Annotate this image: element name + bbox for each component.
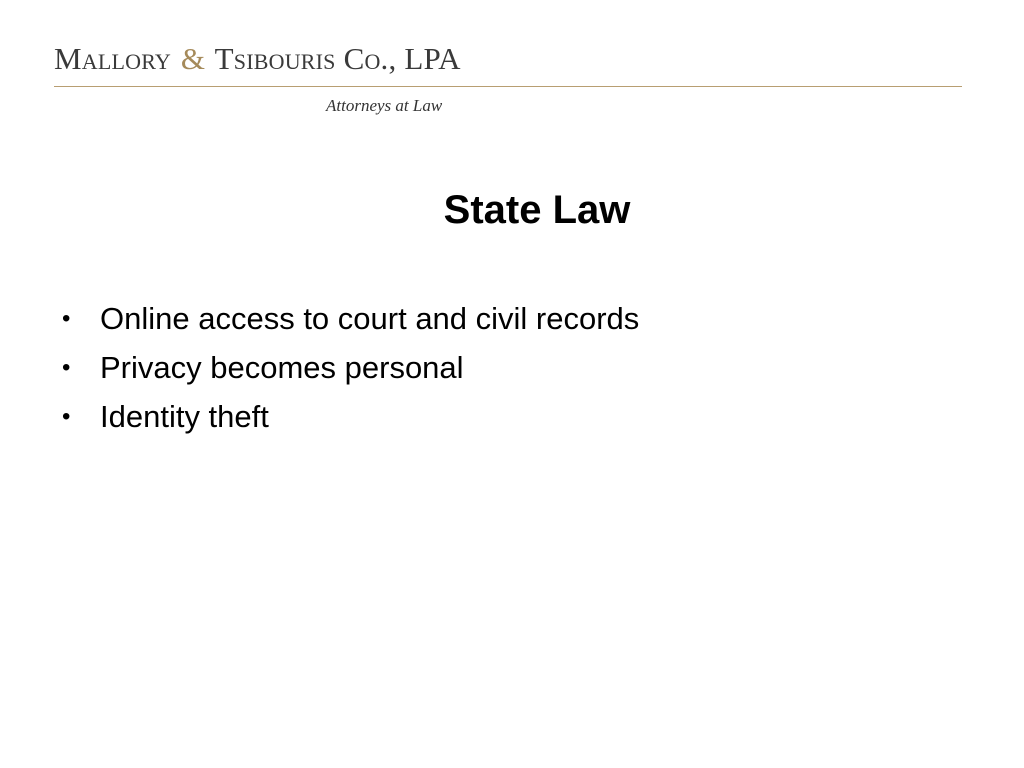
bullet-item	[62, 396, 639, 445]
bullet-item	[62, 347, 639, 396]
bullet-text: Identity theft	[100, 399, 269, 434]
firm-header	[54, 40, 962, 115]
firm-tagline: Attorneys at Law	[326, 96, 443, 115]
firm-logo	[54, 40, 962, 78]
bullet-text: Online access to court and civil records	[100, 301, 640, 336]
bullet-item	[62, 298, 639, 347]
bullet-marker: •	[62, 305, 71, 332]
bullet-text: Privacy becomes personal	[100, 350, 464, 385]
firm-name-first: Mallory	[54, 41, 171, 76]
bullet-marker: •	[62, 403, 71, 430]
bullet-marker: •	[62, 354, 71, 381]
firm-name-second: Tsibouris Co., LPA	[214, 41, 461, 76]
firm-ampersand: &	[180, 41, 206, 76]
header-divider	[54, 86, 962, 87]
bullet-list	[62, 298, 639, 445]
slide-title: State Law	[443, 188, 631, 232]
